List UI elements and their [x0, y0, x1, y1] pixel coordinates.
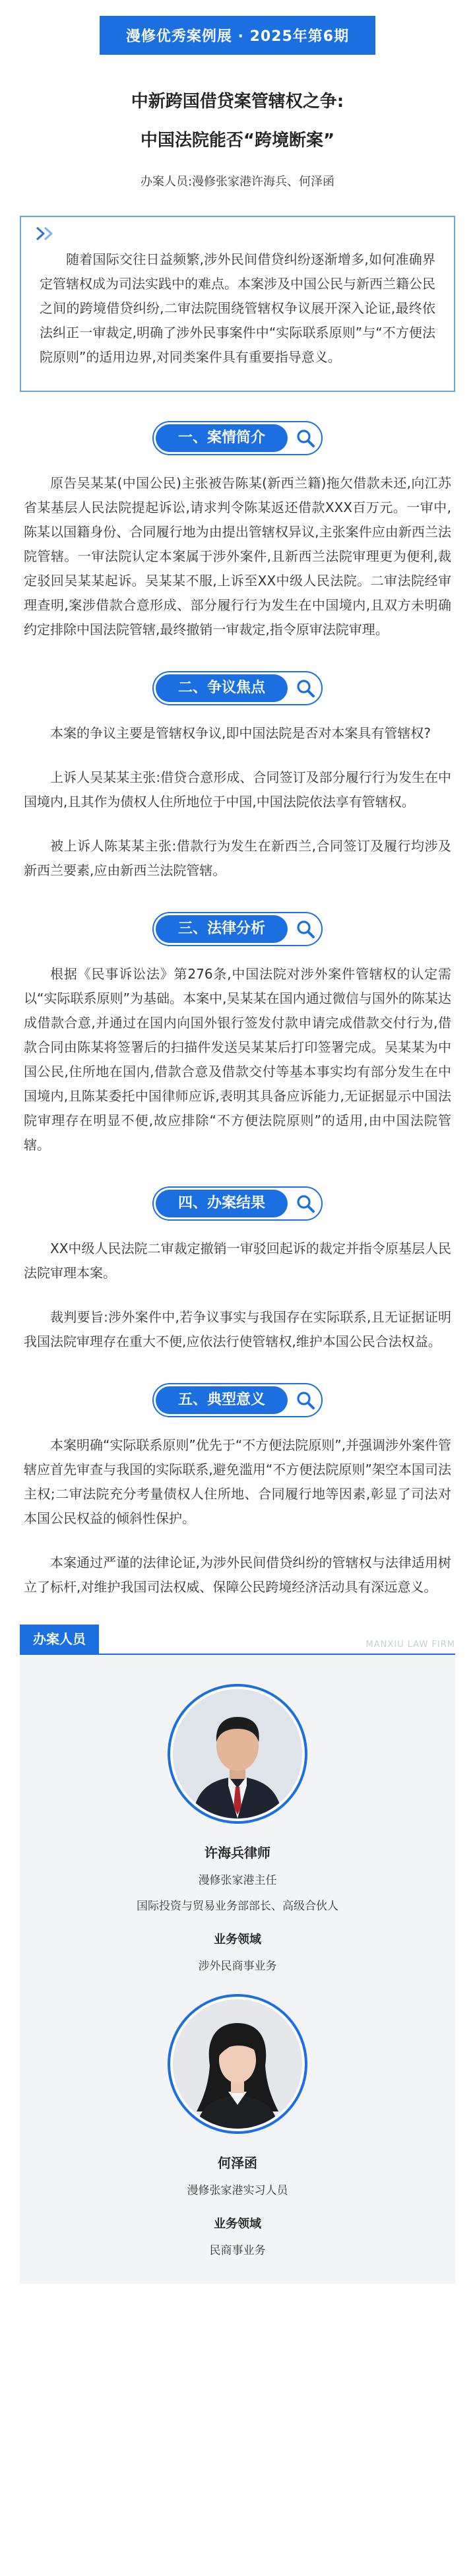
intro-box — [20, 216, 455, 392]
quote-icon — [36, 226, 55, 241]
intro-text: 随着国际交往日益频繁,涉外民间借贷纠纷逐渐增多,如何准确界定管辖权成为司法实践中的难点。本案涉及中国公民与新西兰籍公民之间的跨境借贷纠纷,二审法院围绕管辖权争议展开深入论证,最终依法纠正一审裁定,明确了涉外民事案件中“实际联系原则”与“不方便法院原则”的适用边界,对同类案件具有重要指导意义。 — [40, 251, 435, 365]
search-icon — [292, 424, 319, 452]
staff-card — [20, 1994, 455, 2257]
paragraph: 被上诉人陈某某主张:借款行为发生在新西兰,合同签订及履行均涉及新西兰要素,应由新西兰法院管辖。 — [24, 838, 451, 878]
search-icon — [292, 915, 319, 943]
article-title-line1: 中新跨国借贷案管辖权之争: — [131, 92, 344, 112]
search-icon — [292, 1386, 319, 1414]
paragraph: 上诉人吴某某主张:借贷合意形成、合同签订及部分履行行为发生在中国境内,且其作为债权人住所地位于中国,中国法院依法享有管辖权。 — [24, 769, 451, 810]
section-head-wrap — [0, 912, 475, 946]
section-title: 一、案情简介 — [156, 424, 288, 452]
search-icon — [292, 1190, 319, 1217]
staff-tab: 办案人员 — [20, 1625, 99, 1654]
section-title: 五、典型意义 — [156, 1386, 288, 1414]
staff-field-value: 民商事业务 — [209, 2244, 266, 2257]
banner-wrap — [0, 16, 475, 55]
avatar-photo — [173, 1999, 302, 2129]
staff-role: 漫修张家港主任 — [198, 1874, 277, 1887]
staff-header — [20, 1626, 455, 1655]
avatar-photo — [173, 1689, 302, 1819]
title-block — [0, 88, 475, 189]
staff-title: 国际投资与贸易业务部部长、高级合伙人 — [137, 1900, 338, 1913]
section-head-wrap — [0, 421, 475, 455]
staff-field-label: 业务领域 — [214, 1933, 261, 1947]
section-heading-legal-analysis — [152, 912, 323, 946]
staff-field-value: 涉外民商事业务 — [198, 1960, 277, 1973]
staff-field-label: 业务领域 — [214, 2217, 261, 2231]
staff-name: 许海兵律师 — [205, 1845, 270, 1861]
paragraph: 本案通过严谨的法律论证,为涉外民间借贷纠纷的管辖权与法律适用树立了标杆,对维护我国司法权威、保障公民跨境经济活动具有深远意义。 — [24, 1555, 451, 1595]
paragraph: 本案的争议主要是管辖权争议,即中国法院是否对本案具有管辖权? — [50, 725, 431, 741]
section-head-wrap — [0, 671, 475, 705]
paragraph: 本案明确“实际联系原则”优先于“不方便法院原则”,并强调涉外案件管辖应首先审查与我国的实际联系,避免滥用“不方便法院原则”架空本国司法主权;二审法院充分考量债权人住所地、合同履行地等因素,彰显了司法对本国公民权益的倾斜性保护。 — [24, 1437, 451, 1526]
article-title-line2: 中国法院能否“跨境断案” — [140, 131, 335, 150]
staff-name: 何泽函 — [218, 2155, 257, 2171]
paragraph: 原告吴某某(中国公民)主张被告陈某(新西兰籍)拖欠借款未还,向江苏省某基层人民法院提起诉讼,请求判令陈某返还借款XXX百万元。一审中,陈某以国籍身份、合同履行地为由提出管辖权异议,主张案件应由新西兰法院管辖。一审法院认定本案属于涉外案件,且新西兰法院审理更为便利,裁定驳回吴某某起诉。吴某某不服,上诉至XX中级人民法院。二审法院经审理查明,案涉借款合意形成、部分履行行为发生在中国境内,且双方未明确约定排除中国法院管辖,最终撤销一审裁定,指令原审法院审理。 — [24, 475, 451, 637]
section-head-wrap — [0, 1383, 475, 1417]
author-line: 办案人员:漫修张家港许海兵、何泽函 — [140, 175, 335, 189]
section-title: 二、争议焦点 — [156, 674, 288, 702]
section-heading-case-summary — [152, 421, 323, 455]
issue-banner: 漫修优秀案例展 · 2025年第6期 — [100, 16, 375, 55]
section-title: 四、办案结果 — [156, 1190, 288, 1217]
section-heading-case-result — [152, 1186, 323, 1221]
section-head-wrap — [0, 1186, 475, 1221]
paragraph: XX中级人民法院二审裁定撤销一审驳回起诉的裁定并指令原基层人民法院审理本案。 — [24, 1240, 451, 1281]
section-heading-significance — [152, 1383, 323, 1417]
avatar — [168, 1994, 307, 2134]
avatar — [168, 1684, 307, 1824]
paragraph: 裁判要旨:涉外案件中,若争议事实与我国存在实际联系,且无证据证明我国法院审理存在重大不便,应依法行使管辖权,维护本国公民合法权益。 — [24, 1309, 451, 1349]
staff-role: 漫修张家港实习人员 — [187, 2184, 288, 2197]
staff-card — [20, 1684, 455, 1973]
section-title: 三、法律分析 — [156, 915, 288, 943]
staff-area — [20, 1655, 455, 2284]
paragraph: 根据《民事诉讼法》第276条,中国法院对涉外案件管辖权的认定需以“实际联系原则”为基础。本案中,吴某某在国内通过微信与国外的陈某达成借款合意,并通过在国内向国外银行签发付款申请完成借款交付行为,借款合同由陈某将签署后的扫描件发送吴某某后打印签署完成。吴某某为中国公民,住所地在国内,借款合意及借款交付等基本事实均有部分发生在中国境内,且陈某委托中国律师应诉,表明其具备应诉能力,无证据显示中国法院审理存在明显不便,故应排除“不方便法院原则”的适用,由中国法院管辖。 — [24, 966, 451, 1153]
section-heading-dispute-focus — [152, 671, 323, 705]
firm-watermark: MANXIU LAW FIRM — [365, 1640, 455, 1650]
search-icon — [292, 674, 319, 702]
